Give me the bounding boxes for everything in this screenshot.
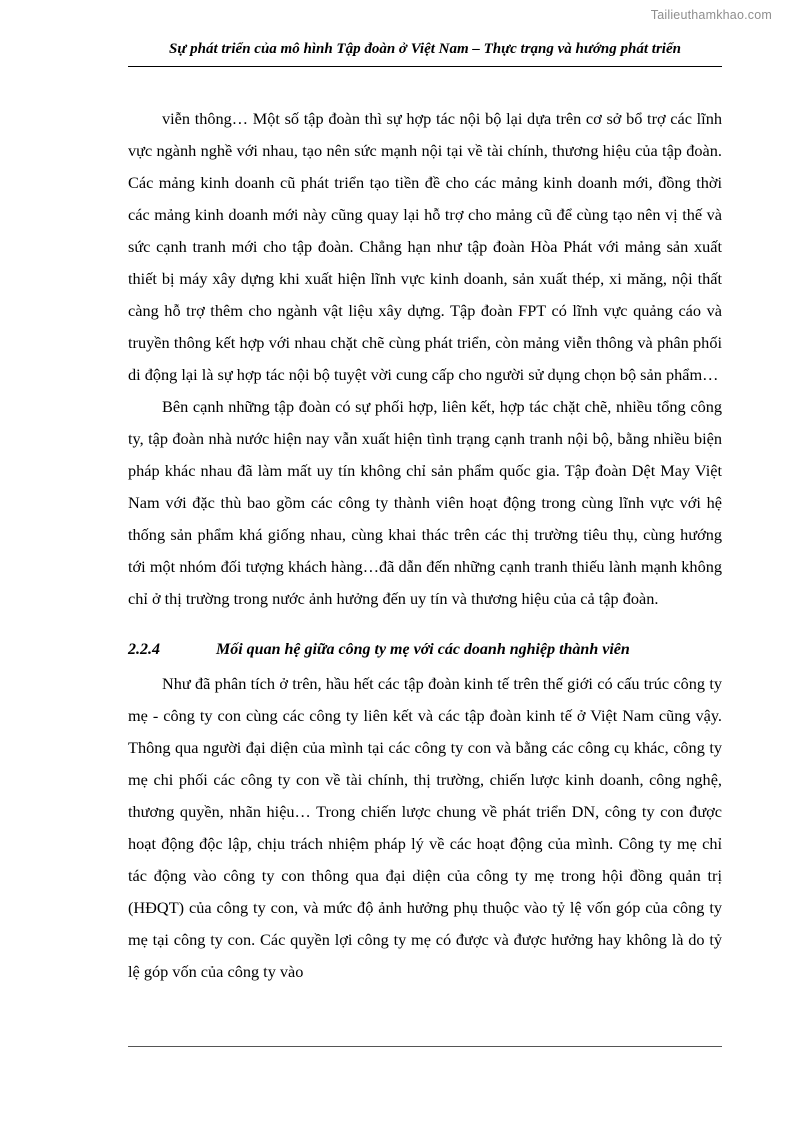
section-heading: [128, 634, 722, 666]
paragraph-2: Bên cạnh những tập đoàn có sự phối hợp, liên kết, hợp tác chặt chẽ, nhiều tổng công ty, tập đoàn nhà nước hiện nay vẫn xuất hiện tình trạng cạnh tranh nội bộ, bằng nhiều biện pháp khác nhau đã làm mất uy tín không chỉ sản phẩm quốc gia. Tập đoàn Dệt May Việt Nam với đặc thù bao gồm các công ty thành viên hoạt động trong cùng lĩnh vực với hệ thống sản phẩm khá giống nhau, cùng khai thác trên các thị trường tiêu thụ, cùng hướng tới một nhóm đối tượng khách hàng…đã dẫn đến những cạnh tranh thiếu lành mạnh không chỉ ở thị trường trong nước ảnh hưởng đến uy tín và thương hiệu của cả tập đoàn.: [128, 396, 722, 608]
body-text: [128, 103, 722, 988]
paragraph-3: Như đã phân tích ở trên, hầu hết các tập đoàn kinh tế trên thế giới có cấu trúc công ty mẹ - công ty con cùng các công ty liên kết và các tập đoàn kinh tế ở Việt Nam cũng vậy. Thông qua người đại diện của mình tại các công ty con và bằng các công cụ khác, công ty mẹ chi phối các công ty con về tài chính, thị trường, chiến lược kinh doanh, công nghệ, thương quyền, nhãn hiệu… Trong chiến lược chung về phát triển DN, công ty con được hoạt động độc lập, chịu trách nhiệm pháp lý về các hoạt động của mình. Công ty mẹ chỉ tác động vào công ty con thông qua đại diện của công ty mẹ trong hội đồng quản trị (HĐQT) của công ty con, và mức độ ảnh hưởng phụ thuộc vào tỷ lệ vốn góp của công ty mẹ tại công ty con. Các quyền lợi công ty mẹ có được và được hưởng hay không là do tỷ lệ góp vốn của công ty vào: [128, 673, 722, 981]
footer-divider: [128, 1046, 722, 1047]
section-heading-number: 2.2.4: [128, 640, 160, 658]
page-content: [128, 40, 722, 988]
paragraph-1: viễn thông… Một số tập đoàn thì sự hợp tác nội bộ lại dựa trên cơ sở bổ trợ các lĩnh vực ngành nghề với nhau, tạo nên sức mạnh nội tại về tài chính, thương hiệu của tập đoàn. Các mảng kinh doanh cũ phát triển tạo tiền đề cho các mảng kinh doanh mới, đồng thời các mảng kinh doanh mới này cũng quay lại hỗ trợ cho mảng cũ để cùng tạo nên vị thế và sức cạnh tranh mới cho tập đoàn. Chẳng hạn như tập đoàn Hòa Phát với mảng sản xuất thiết bị máy xây dựng khi xuất hiện lĩnh vực kinh doanh, sản xuất thép, xi măng, nội thất càng hỗ trợ thêm cho ngành vật liệu xây dựng. Tập đoàn FPT có lĩnh vực quảng cáo và truyền thông kết hợp với nhau chặt chẽ cùng phát triển, còn mảng viễn thông và phân phối di động lại là sự hợp tác nội bộ tuyệt vời cung cấp cho người sử dụng chọn bộ sản phẩm…: [128, 108, 722, 384]
running-header: Sự phát triển của mô hình Tập đoàn ở Việt Nam – Thực trạng và hướng phát triển: [169, 41, 681, 57]
header-divider: [128, 66, 722, 67]
section-heading-text: Mối quan hệ giữa công ty mẹ với các doanh nghiệp thành viên: [216, 640, 630, 658]
watermark-text: Tailieuthamkhao.com: [650, 8, 772, 22]
footer-divider-wrap: [128, 1046, 722, 1047]
